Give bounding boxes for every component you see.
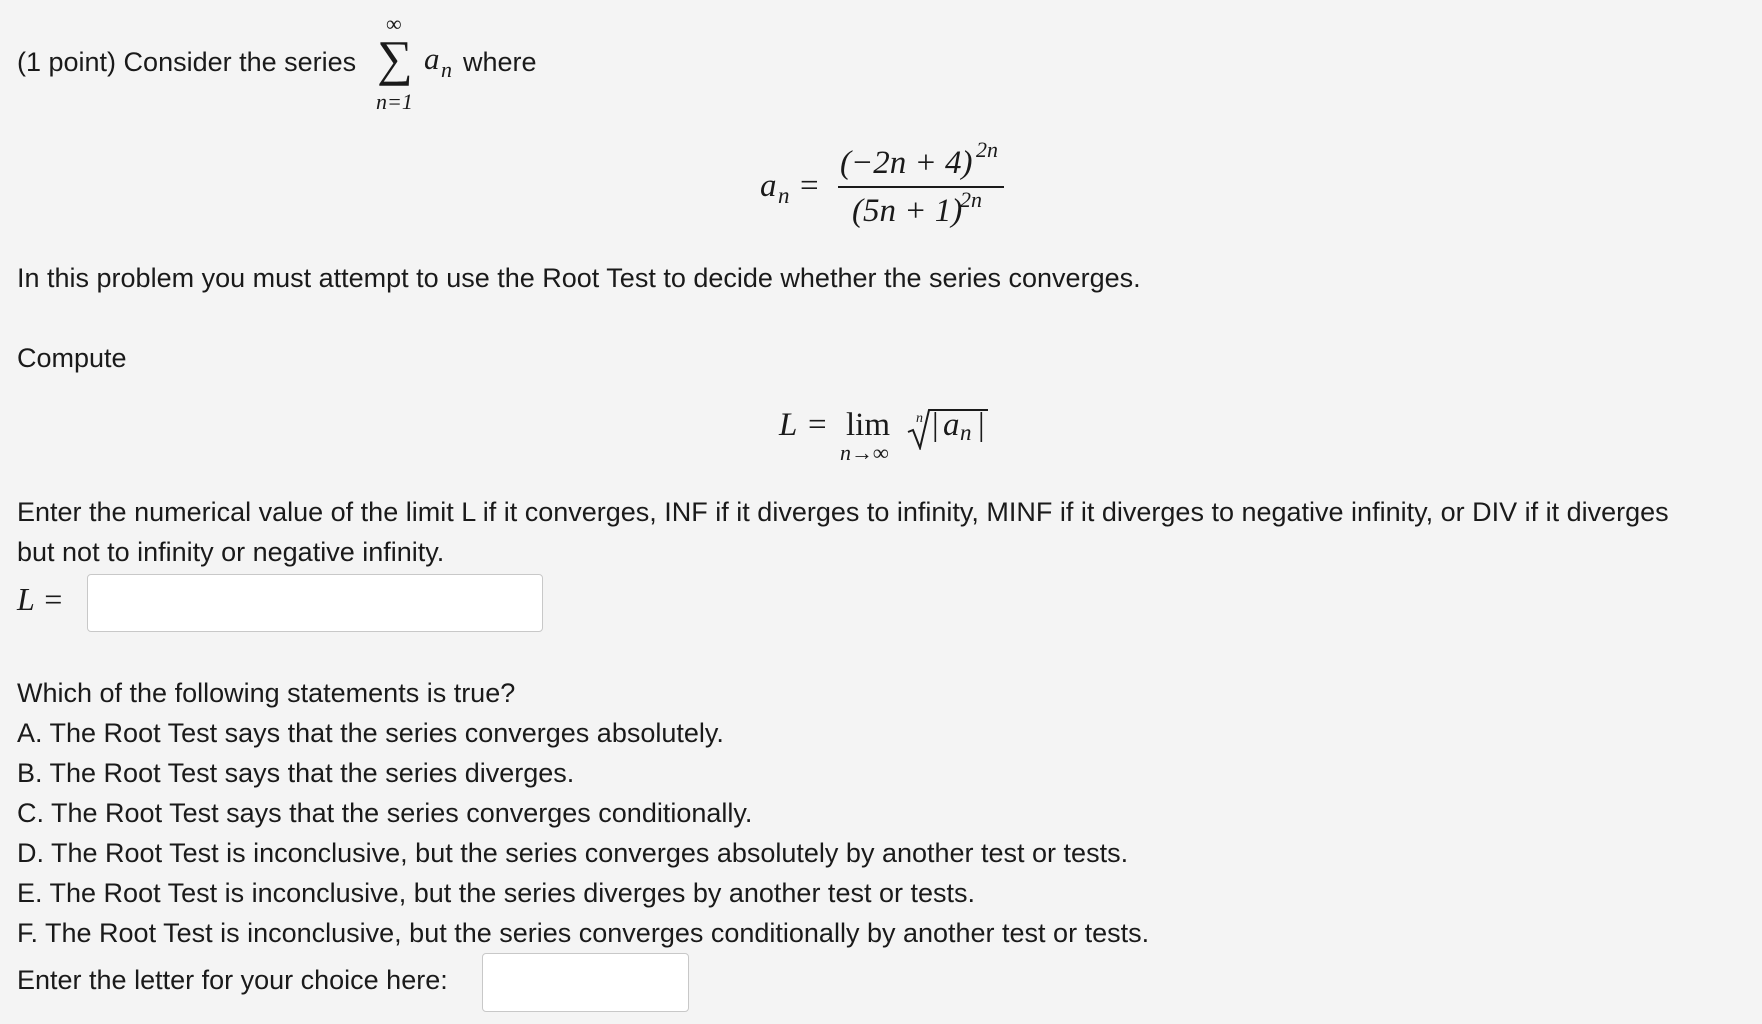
formula-lhs-subscript: n bbox=[778, 183, 790, 208]
answer-label: L = bbox=[17, 581, 64, 617]
formula-equals: = bbox=[800, 168, 819, 204]
lim-operator: lim bbox=[846, 407, 891, 443]
denominator-exponent: 2n bbox=[960, 187, 982, 212]
formula-lhs: a bbox=[760, 168, 777, 204]
compute-label: Compute bbox=[17, 343, 127, 373]
numerator: (−2n + 4) bbox=[840, 145, 973, 181]
choice-answer-input[interactable] bbox=[482, 953, 689, 1012]
choice-label: Enter the letter for your choice here: bbox=[17, 965, 448, 995]
abs-term-subscript: n bbox=[960, 420, 972, 445]
series-term: a bbox=[424, 41, 440, 76]
lim-subscript: n→∞ bbox=[840, 440, 889, 465]
numerator-exponent: 2n bbox=[976, 137, 998, 162]
intro-prefix: (1 point) Consider the series bbox=[17, 47, 357, 77]
limit-answer-input[interactable] bbox=[87, 574, 543, 632]
instructions-line-2: but not to infinity or negative infinity. bbox=[17, 537, 445, 567]
root-test-statement: In this problem you must attempt to use the Root Test to decide whether the series converges. bbox=[17, 263, 1141, 293]
sum-upper-limit: ∞ bbox=[386, 11, 402, 36]
sum-lower-limit: n=1 bbox=[376, 89, 413, 114]
limit-equals: = bbox=[808, 407, 827, 443]
limit-lhs: L bbox=[779, 407, 798, 443]
option-e: E. The Root Test is inconclusive, but the series diverges by another test or tests. bbox=[17, 878, 975, 908]
intro-suffix: where bbox=[463, 47, 537, 77]
sigma-symbol: ∑ bbox=[377, 30, 413, 86]
abs-term: a bbox=[943, 407, 960, 443]
root-index: n bbox=[916, 411, 923, 426]
abs-left-bar: | bbox=[932, 407, 939, 443]
option-b: B. The Root Test says that the series diverges. bbox=[17, 758, 575, 788]
abs-right-bar: | bbox=[978, 407, 985, 443]
option-d: D. The Root Test is inconclusive, but the series converges absolutely by another test or tests. bbox=[17, 838, 1129, 868]
option-c: C. The Root Test says that the series converges conditionally. bbox=[17, 798, 753, 828]
series-term-subscript: n bbox=[441, 57, 452, 82]
instructions-line-1: Enter the numerical value of the limit L if it converges, INF if it diverges to infinity, MINF if it diverges to negative infinity, or DIV if it diverges bbox=[17, 497, 1669, 527]
option-f: F. The Root Test is inconclusive, but the series converges conditionally by another test or tests. bbox=[17, 918, 1150, 948]
denominator: (5n + 1) bbox=[852, 193, 963, 229]
option-a: A. The Root Test says that the series converges absolutely. bbox=[17, 718, 724, 748]
question-text: Which of the following statements is true? bbox=[17, 678, 516, 708]
